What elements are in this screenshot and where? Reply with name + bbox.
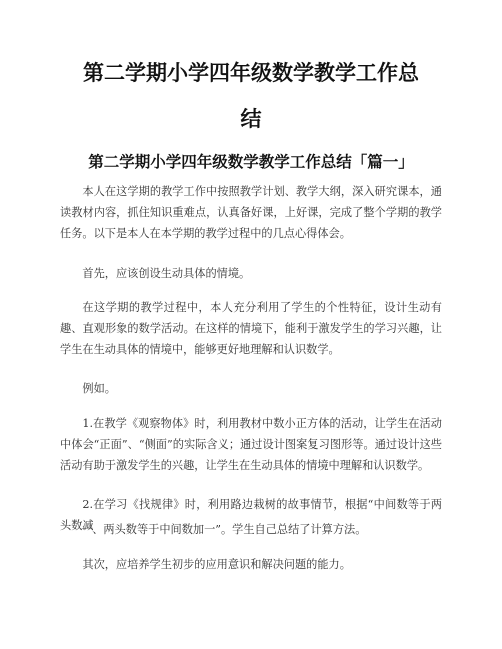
paragraph-example-2-continued: 一、两头数等于中间数加一”。学生自己总结了计算方法。 xyxy=(81,523,367,536)
paragraph-example-label: 例如。 xyxy=(82,382,116,395)
paragraph-first-point: 首先，应该创设生动具体的情境。 xyxy=(82,267,251,280)
document-title-line-1: 第二学期小学四年级数学教学工作总 xyxy=(83,60,419,85)
document-title-line-2: 结 xyxy=(240,106,262,131)
paragraph-situation: 在这学期的教学过程中，本人充分利用了学生的个性特征，设计生动有趣、直观形象的数学活动。在这样的情境下，能利于激发学生的学习兴趣，让学生在生动具体的情境中，能够更好地理解和认识数学。 xyxy=(60,301,442,356)
paragraph-intro: 本人在这学期的教学工作中按照教学计划、教学大纲，深入研究课本，通读教材内容，抓住知识重难点，认真备好课，上好课，完成了整个学期的教学任务。以下是本人在本学期的教学过程中的几点心得体会。 xyxy=(60,185,442,240)
paragraph-example-1: 1.在教学《观察物体》时，利用教材中数小正方体的活动，让学生在活动中体会“正面”、“侧面”的实际含义；通过设计图案复习图形等。通过设计这些活动有助于激发学生的兴趣，让学生在生动具体的情境中理解和认识数学。 xyxy=(60,417,442,472)
paragraph-example-2: 2.在学习《找规律》时，利用路边栽树的故事情节，根据“中间数等于两头数减 xyxy=(60,498,442,532)
section-title: 第二学期小学四年级数学教学工作总结「篇一」 xyxy=(88,152,414,171)
paragraph-second-point: 其次，应培养学生初步的应用意识和解决问题的能力。 xyxy=(82,558,351,571)
